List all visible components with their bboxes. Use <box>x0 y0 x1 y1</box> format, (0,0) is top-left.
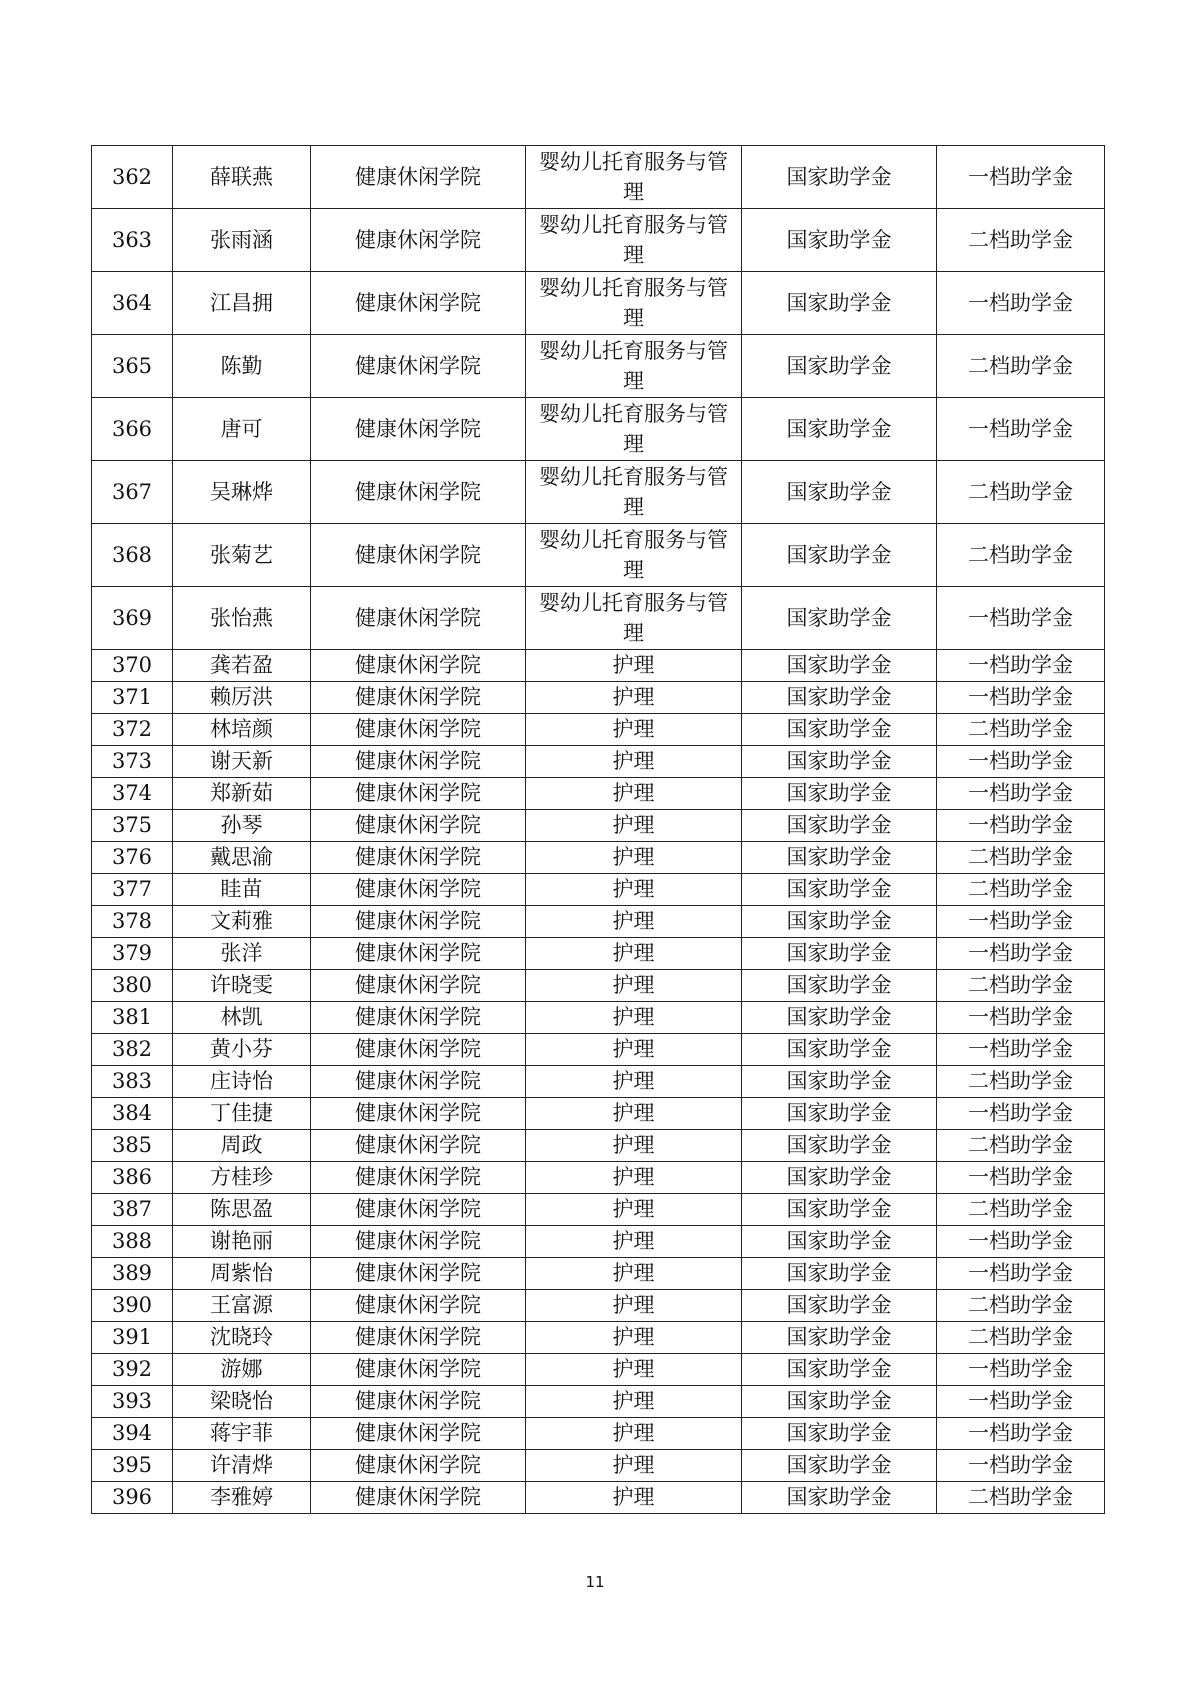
table-row <box>92 272 1105 335</box>
college-cell: 健康休闲学院 <box>311 1482 526 1514</box>
table-row <box>92 209 1105 272</box>
college-cell: 健康休闲学院 <box>311 209 526 272</box>
grant-type-cell: 国家助学金 <box>742 682 937 714</box>
college-cell: 健康休闲学院 <box>311 335 526 398</box>
grant-level-cell: 一档助学金 <box>937 650 1105 682</box>
major-cell: 婴幼儿托育服务与管理 <box>526 461 742 524</box>
college-cell: 健康休闲学院 <box>311 906 526 938</box>
row-number-cell: 371 <box>92 682 173 714</box>
student-name-cell: 龚若盈 <box>173 650 311 682</box>
grant-type-cell: 国家助学金 <box>742 1066 937 1098</box>
student-name-cell: 孙琴 <box>173 810 311 842</box>
table-row <box>92 714 1105 746</box>
grant-type-cell: 国家助学金 <box>742 1034 937 1066</box>
row-number-cell: 380 <box>92 970 173 1002</box>
student-name-cell: 文莉雅 <box>173 906 311 938</box>
college-cell: 健康休闲学院 <box>311 842 526 874</box>
college-cell: 健康休闲学院 <box>311 810 526 842</box>
grant-level-cell: 一档助学金 <box>937 146 1105 209</box>
grant-type-cell: 国家助学金 <box>742 1130 937 1162</box>
college-cell: 健康休闲学院 <box>311 1034 526 1066</box>
college-cell: 健康休闲学院 <box>311 714 526 746</box>
table-row <box>92 524 1105 587</box>
grant-level-cell: 一档助学金 <box>937 1354 1105 1386</box>
grant-level-cell: 二档助学金 <box>937 461 1105 524</box>
grant-level-cell: 一档助学金 <box>937 1162 1105 1194</box>
row-number-cell: 394 <box>92 1418 173 1450</box>
row-number-cell: 373 <box>92 746 173 778</box>
major-cell: 护理 <box>526 810 742 842</box>
major-cell: 护理 <box>526 1258 742 1290</box>
row-number-cell: 362 <box>92 146 173 209</box>
grant-level-cell: 一档助学金 <box>937 1002 1105 1034</box>
college-cell: 健康休闲学院 <box>311 1226 526 1258</box>
table-row <box>92 146 1105 209</box>
row-number-cell: 393 <box>92 1386 173 1418</box>
row-number-cell: 384 <box>92 1098 173 1130</box>
major-cell: 护理 <box>526 906 742 938</box>
row-number-cell: 382 <box>92 1034 173 1066</box>
major-cell: 护理 <box>526 1098 742 1130</box>
student-name-cell: 张菊艺 <box>173 524 311 587</box>
major-cell: 婴幼儿托育服务与管理 <box>526 146 742 209</box>
row-number-cell: 377 <box>92 874 173 906</box>
grant-type-cell: 国家助学金 <box>742 1418 937 1450</box>
grant-type-cell: 国家助学金 <box>742 335 937 398</box>
row-number-cell: 392 <box>92 1354 173 1386</box>
major-cell: 护理 <box>526 714 742 746</box>
major-cell: 护理 <box>526 1130 742 1162</box>
row-number-cell: 379 <box>92 938 173 970</box>
major-cell: 护理 <box>526 1002 742 1034</box>
row-number-cell: 366 <box>92 398 173 461</box>
grant-table-body <box>92 146 1105 1514</box>
student-name-cell: 李雅婷 <box>173 1482 311 1514</box>
grant-table <box>91 145 1105 1514</box>
student-name-cell: 谢天新 <box>173 746 311 778</box>
row-number-cell: 369 <box>92 587 173 650</box>
row-number-cell: 376 <box>92 842 173 874</box>
row-number-cell: 363 <box>92 209 173 272</box>
major-cell: 护理 <box>526 1418 742 1450</box>
college-cell: 健康休闲学院 <box>311 1098 526 1130</box>
major-cell: 护理 <box>526 1450 742 1482</box>
student-name-cell: 唐可 <box>173 398 311 461</box>
grant-type-cell: 国家助学金 <box>742 938 937 970</box>
student-name-cell: 眭苗 <box>173 874 311 906</box>
college-cell: 健康休闲学院 <box>311 587 526 650</box>
grant-level-cell: 二档助学金 <box>937 1482 1105 1514</box>
student-name-cell: 张洋 <box>173 938 311 970</box>
table-row <box>92 1130 1105 1162</box>
grant-level-cell: 二档助学金 <box>937 1322 1105 1354</box>
grant-type-cell: 国家助学金 <box>742 1098 937 1130</box>
grant-level-cell: 一档助学金 <box>937 778 1105 810</box>
student-name-cell: 许晓雯 <box>173 970 311 1002</box>
major-cell: 护理 <box>526 650 742 682</box>
major-cell: 护理 <box>526 938 742 970</box>
table-row <box>92 587 1105 650</box>
college-cell: 健康休闲学院 <box>311 938 526 970</box>
grant-level-cell: 一档助学金 <box>937 1034 1105 1066</box>
row-number-cell: 385 <box>92 1130 173 1162</box>
major-cell: 护理 <box>526 1194 742 1226</box>
grant-type-cell: 国家助学金 <box>742 1290 937 1322</box>
table-row <box>92 650 1105 682</box>
student-name-cell: 江昌拥 <box>173 272 311 335</box>
student-name-cell: 周政 <box>173 1130 311 1162</box>
grant-level-cell: 一档助学金 <box>937 1258 1105 1290</box>
student-name-cell: 戴思渝 <box>173 842 311 874</box>
row-number-cell: 386 <box>92 1162 173 1194</box>
table-row <box>92 1002 1105 1034</box>
student-name-cell: 谢艳丽 <box>173 1226 311 1258</box>
college-cell: 健康休闲学院 <box>311 524 526 587</box>
grant-type-cell: 国家助学金 <box>742 1386 937 1418</box>
student-name-cell: 王富源 <box>173 1290 311 1322</box>
grant-type-cell: 国家助学金 <box>742 650 937 682</box>
table-row <box>92 1258 1105 1290</box>
grant-type-cell: 国家助学金 <box>742 146 937 209</box>
grant-type-cell: 国家助学金 <box>742 1322 937 1354</box>
grant-type-cell: 国家助学金 <box>742 1194 937 1226</box>
college-cell: 健康休闲学院 <box>311 1290 526 1322</box>
student-name-cell: 赖厉洪 <box>173 682 311 714</box>
table-row <box>92 1450 1105 1482</box>
major-cell: 护理 <box>526 682 742 714</box>
college-cell: 健康休闲学院 <box>311 1354 526 1386</box>
college-cell: 健康休闲学院 <box>311 874 526 906</box>
grant-level-cell: 二档助学金 <box>937 335 1105 398</box>
row-number-cell: 374 <box>92 778 173 810</box>
row-number-cell: 395 <box>92 1450 173 1482</box>
college-cell: 健康休闲学院 <box>311 682 526 714</box>
table-row <box>92 1354 1105 1386</box>
major-cell: 护理 <box>526 1354 742 1386</box>
college-cell: 健康休闲学院 <box>311 398 526 461</box>
college-cell: 健康休闲学院 <box>311 1162 526 1194</box>
college-cell: 健康休闲学院 <box>311 1418 526 1450</box>
student-name-cell: 吴琳烨 <box>173 461 311 524</box>
college-cell: 健康休闲学院 <box>311 1130 526 1162</box>
table-row <box>92 1066 1105 1098</box>
major-cell: 护理 <box>526 1162 742 1194</box>
table-row <box>92 398 1105 461</box>
row-number-cell: 365 <box>92 335 173 398</box>
grant-level-cell: 一档助学金 <box>937 906 1105 938</box>
student-name-cell: 庄诗怡 <box>173 1066 311 1098</box>
college-cell: 健康休闲学院 <box>311 1194 526 1226</box>
student-name-cell: 梁晓怡 <box>173 1386 311 1418</box>
major-cell: 护理 <box>526 778 742 810</box>
major-cell: 婴幼儿托育服务与管理 <box>526 398 742 461</box>
grant-level-cell: 一档助学金 <box>937 1098 1105 1130</box>
table-row <box>92 1098 1105 1130</box>
table-row <box>92 1482 1105 1514</box>
grant-level-cell: 一档助学金 <box>937 682 1105 714</box>
table-row <box>92 842 1105 874</box>
grant-type-cell: 国家助学金 <box>742 524 937 587</box>
table-row <box>92 746 1105 778</box>
row-number-cell: 378 <box>92 906 173 938</box>
row-number-cell: 367 <box>92 461 173 524</box>
major-cell: 婴幼儿托育服务与管理 <box>526 272 742 335</box>
table-row <box>92 874 1105 906</box>
table-row <box>92 1322 1105 1354</box>
table-row <box>92 1162 1105 1194</box>
row-number-cell: 389 <box>92 1258 173 1290</box>
student-name-cell: 林培颜 <box>173 714 311 746</box>
college-cell: 健康休闲学院 <box>311 1322 526 1354</box>
student-name-cell: 陈思盈 <box>173 1194 311 1226</box>
grant-type-cell: 国家助学金 <box>742 1450 937 1482</box>
major-cell: 护理 <box>526 1290 742 1322</box>
student-name-cell: 游娜 <box>173 1354 311 1386</box>
college-cell: 健康休闲学院 <box>311 1450 526 1482</box>
table-row <box>92 970 1105 1002</box>
table-row <box>92 461 1105 524</box>
grant-type-cell: 国家助学金 <box>742 1162 937 1194</box>
college-cell: 健康休闲学院 <box>311 970 526 1002</box>
grant-level-cell: 一档助学金 <box>937 1226 1105 1258</box>
grant-type-cell: 国家助学金 <box>742 1354 937 1386</box>
page-number: 11 <box>585 1573 605 1591</box>
grant-level-cell: 二档助学金 <box>937 842 1105 874</box>
student-name-cell: 蒋宇菲 <box>173 1418 311 1450</box>
student-name-cell: 林凯 <box>173 1002 311 1034</box>
row-number-cell: 381 <box>92 1002 173 1034</box>
grant-type-cell: 国家助学金 <box>742 746 937 778</box>
college-cell: 健康休闲学院 <box>311 1258 526 1290</box>
major-cell: 护理 <box>526 874 742 906</box>
table-row <box>92 1034 1105 1066</box>
grant-level-cell: 一档助学金 <box>937 810 1105 842</box>
grant-type-cell: 国家助学金 <box>742 714 937 746</box>
student-name-cell: 丁佳捷 <box>173 1098 311 1130</box>
student-name-cell: 方桂珍 <box>173 1162 311 1194</box>
college-cell: 健康休闲学院 <box>311 650 526 682</box>
grant-level-cell: 一档助学金 <box>937 938 1105 970</box>
table-row <box>92 906 1105 938</box>
major-cell: 护理 <box>526 1386 742 1418</box>
grant-level-cell: 一档助学金 <box>937 398 1105 461</box>
table-row <box>92 682 1105 714</box>
row-number-cell: 388 <box>92 1226 173 1258</box>
grant-level-cell: 一档助学金 <box>937 272 1105 335</box>
row-number-cell: 391 <box>92 1322 173 1354</box>
table-row <box>92 1226 1105 1258</box>
major-cell: 护理 <box>526 1322 742 1354</box>
grant-level-cell: 一档助学金 <box>937 1418 1105 1450</box>
student-name-cell: 张怡燕 <box>173 587 311 650</box>
grant-type-cell: 国家助学金 <box>742 587 937 650</box>
row-number-cell: 383 <box>92 1066 173 1098</box>
grant-level-cell: 二档助学金 <box>937 1290 1105 1322</box>
grant-type-cell: 国家助学金 <box>742 810 937 842</box>
table-row <box>92 335 1105 398</box>
grant-type-cell: 国家助学金 <box>742 461 937 524</box>
grant-level-cell: 二档助学金 <box>937 1066 1105 1098</box>
grant-level-cell: 二档助学金 <box>937 524 1105 587</box>
table-row <box>92 778 1105 810</box>
college-cell: 健康休闲学院 <box>311 746 526 778</box>
college-cell: 健康休闲学院 <box>311 778 526 810</box>
row-number-cell: 370 <box>92 650 173 682</box>
row-number-cell: 375 <box>92 810 173 842</box>
student-name-cell: 沈晓玲 <box>173 1322 311 1354</box>
grant-level-cell: 一档助学金 <box>937 587 1105 650</box>
table-row <box>92 1386 1105 1418</box>
grant-type-cell: 国家助学金 <box>742 874 937 906</box>
college-cell: 健康休闲学院 <box>311 272 526 335</box>
row-number-cell: 387 <box>92 1194 173 1226</box>
major-cell: 护理 <box>526 1226 742 1258</box>
major-cell: 婴幼儿托育服务与管理 <box>526 335 742 398</box>
grant-type-cell: 国家助学金 <box>742 209 937 272</box>
grant-level-cell: 二档助学金 <box>937 1130 1105 1162</box>
grant-level-cell: 二档助学金 <box>937 874 1105 906</box>
college-cell: 健康休闲学院 <box>311 1066 526 1098</box>
major-cell: 婴幼儿托育服务与管理 <box>526 587 742 650</box>
grant-type-cell: 国家助学金 <box>742 1226 937 1258</box>
major-cell: 护理 <box>526 746 742 778</box>
college-cell: 健康休闲学院 <box>311 461 526 524</box>
college-cell: 健康休闲学院 <box>311 1002 526 1034</box>
table-row <box>92 1418 1105 1450</box>
major-cell: 护理 <box>526 1034 742 1066</box>
major-cell: 婴幼儿托育服务与管理 <box>526 209 742 272</box>
major-cell: 婴幼儿托育服务与管理 <box>526 524 742 587</box>
row-number-cell: 364 <box>92 272 173 335</box>
major-cell: 护理 <box>526 1066 742 1098</box>
college-cell: 健康休闲学院 <box>311 1386 526 1418</box>
grant-type-cell: 国家助学金 <box>742 398 937 461</box>
grant-level-cell: 一档助学金 <box>937 1386 1105 1418</box>
grant-level-cell: 二档助学金 <box>937 714 1105 746</box>
table-row <box>92 1290 1105 1322</box>
grant-level-cell: 二档助学金 <box>937 209 1105 272</box>
table-row <box>92 938 1105 970</box>
grant-level-cell: 一档助学金 <box>937 1450 1105 1482</box>
grant-type-cell: 国家助学金 <box>742 1258 937 1290</box>
student-name-cell: 张雨涵 <box>173 209 311 272</box>
row-number-cell: 396 <box>92 1482 173 1514</box>
table-row <box>92 1194 1105 1226</box>
grant-type-cell: 国家助学金 <box>742 778 937 810</box>
grant-type-cell: 国家助学金 <box>742 970 937 1002</box>
grant-type-cell: 国家助学金 <box>742 1002 937 1034</box>
student-name-cell: 郑新茹 <box>173 778 311 810</box>
row-number-cell: 390 <box>92 1290 173 1322</box>
row-number-cell: 372 <box>92 714 173 746</box>
grant-type-cell: 国家助学金 <box>742 1482 937 1514</box>
grant-type-cell: 国家助学金 <box>742 272 937 335</box>
student-name-cell: 薛联燕 <box>173 146 311 209</box>
table-row <box>92 810 1105 842</box>
student-name-cell: 陈勤 <box>173 335 311 398</box>
row-number-cell: 368 <box>92 524 173 587</box>
grant-level-cell: 一档助学金 <box>937 746 1105 778</box>
major-cell: 护理 <box>526 970 742 1002</box>
grant-type-cell: 国家助学金 <box>742 842 937 874</box>
student-name-cell: 黄小芬 <box>173 1034 311 1066</box>
college-cell: 健康休闲学院 <box>311 146 526 209</box>
student-name-cell: 许清烨 <box>173 1450 311 1482</box>
grant-level-cell: 二档助学金 <box>937 970 1105 1002</box>
major-cell: 护理 <box>526 842 742 874</box>
grant-type-cell: 国家助学金 <box>742 906 937 938</box>
major-cell: 护理 <box>526 1482 742 1514</box>
grant-level-cell: 二档助学金 <box>937 1194 1105 1226</box>
student-name-cell: 周紫怡 <box>173 1258 311 1290</box>
